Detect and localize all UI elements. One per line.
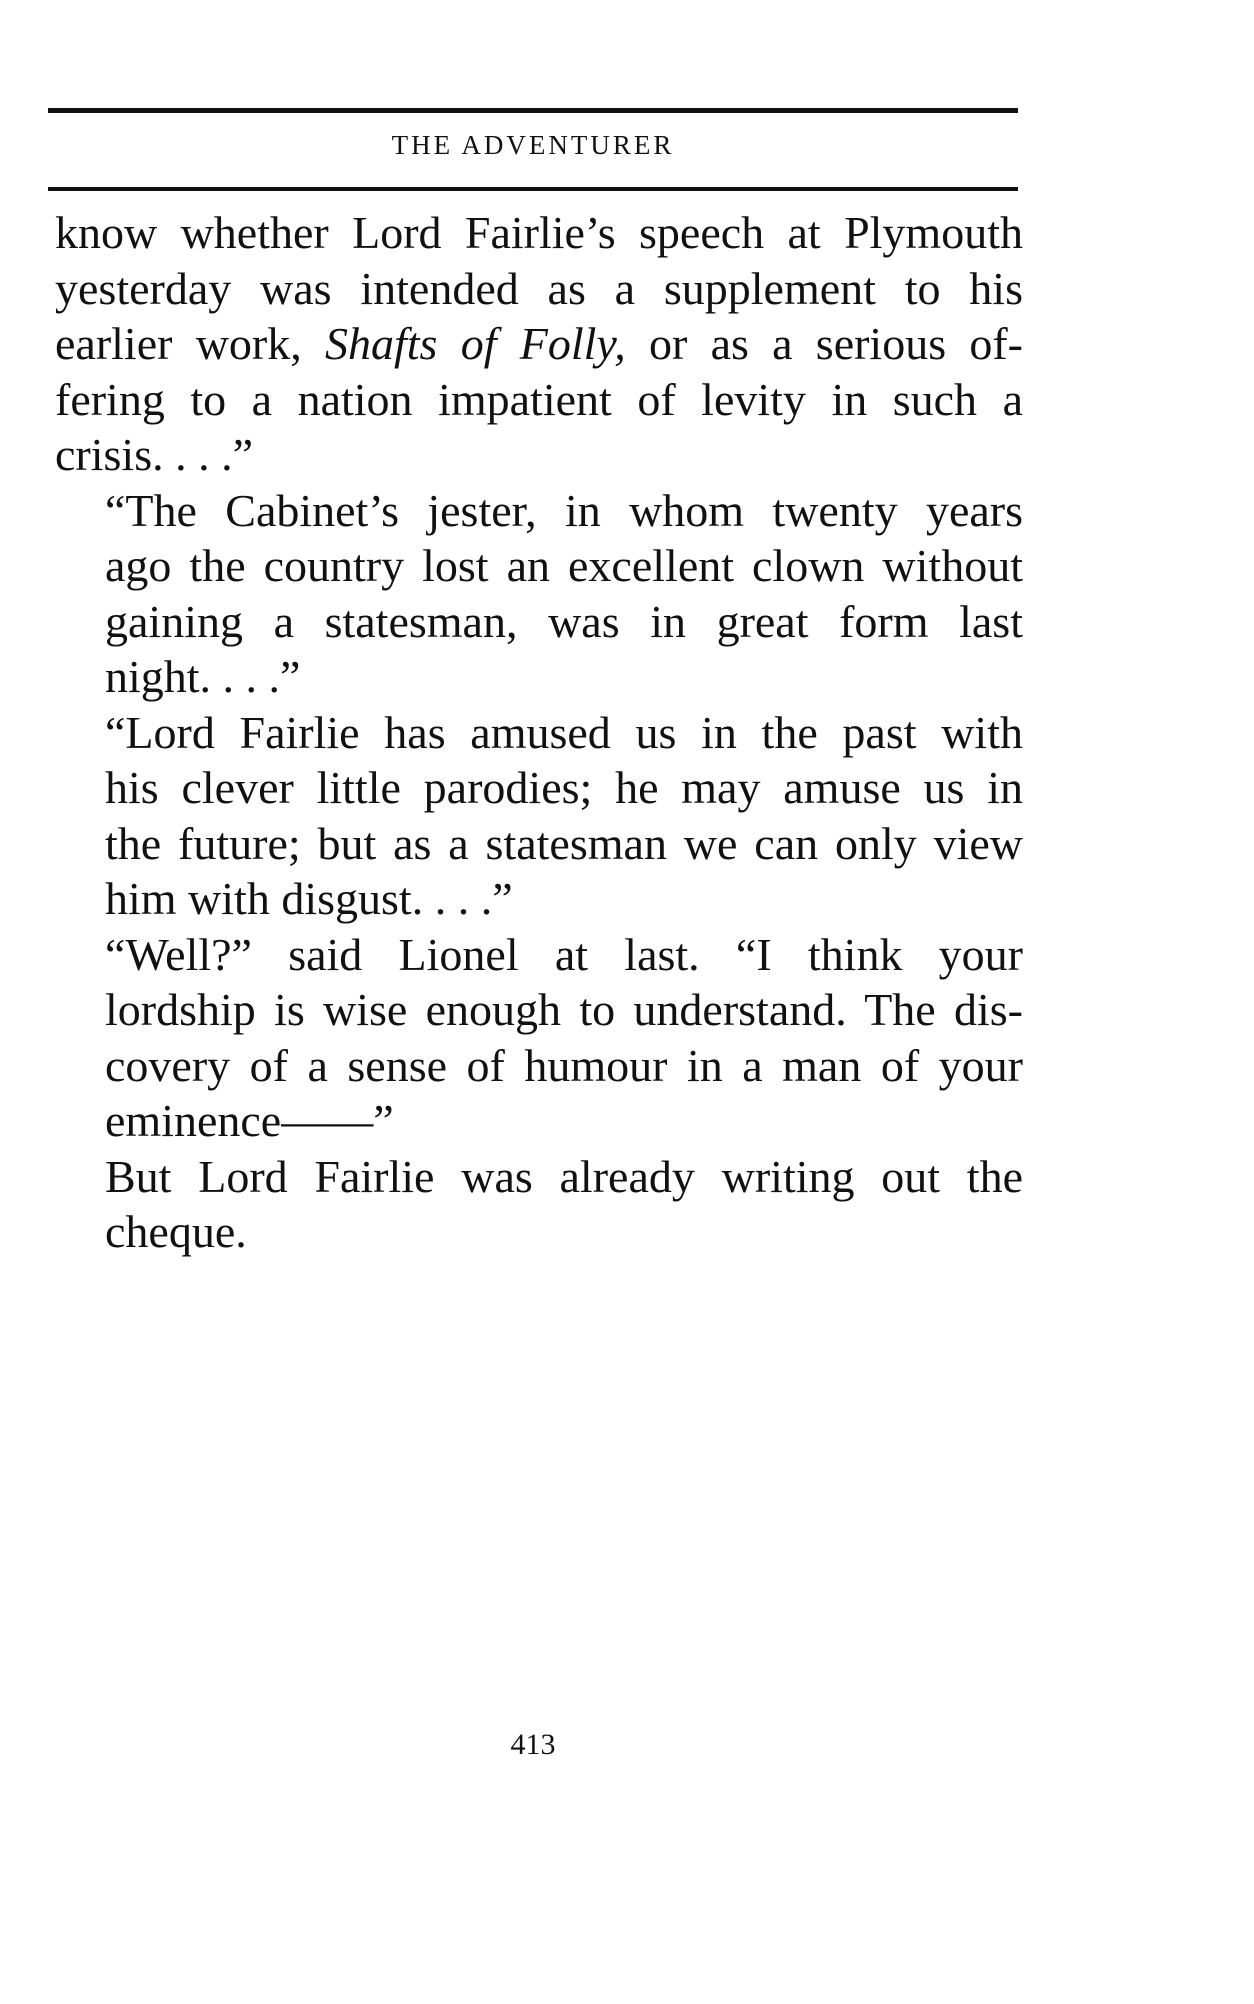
text-line: ago the country lost an excellent clown without: [105, 540, 1023, 591]
header-rule-top: [48, 108, 1018, 113]
text-line: cheque.: [105, 1206, 247, 1257]
text-line: “The Cabinet’s jester, in whom twenty years: [105, 484, 1023, 536]
text-line: covery of a sense of humour in a man of your: [105, 1039, 1023, 1091]
text-line: lordship is wise enough to understand. The dis-: [105, 984, 1023, 1035]
text-line: him with disgust. . . .”: [105, 873, 513, 924]
book-title-italic: Shafts of Folly,: [324, 318, 626, 369]
body-text: [55, 205, 1023, 1260]
text-line: yesterday was intended as a supplement to his: [55, 262, 1023, 314]
text-line: “Lord Fairlie has amused us in the past with: [105, 706, 1023, 758]
text-line: know whether Lord Fairlie’s speech at Plymouth: [55, 207, 1023, 258]
text-segment: earlier work,: [55, 318, 325, 369]
paragraph: [55, 927, 1023, 1149]
paragraph: [55, 205, 1023, 483]
text-line: his clever little parodies; he may amuse us in: [105, 762, 1023, 813]
running-head: THE ADVENTURER: [391, 130, 675, 160]
text-line: But Lord Fairlie was already writing out the: [105, 1150, 1023, 1202]
text-line: “Well?” said Lionel at last. “I think your: [105, 928, 1023, 980]
text-line: the future; but as a statesman we can only view: [105, 817, 1023, 869]
paragraph: [55, 483, 1023, 705]
paragraph: [55, 1149, 1023, 1260]
text-line: [55, 316, 1023, 372]
text-segment: or as a serious of-: [625, 318, 1023, 369]
paragraph: [55, 705, 1023, 927]
text-line: gaining a statesman, was in great form last: [105, 595, 1023, 647]
page-number: 413: [510, 1728, 556, 1761]
text-line: crisis. . . .”: [55, 429, 254, 480]
header-rule-bottom: [48, 187, 1018, 191]
text-line: fering to a nation impatient of levity in such a: [55, 373, 1023, 425]
text-line: night. . . .”: [105, 651, 301, 702]
text-line: eminence——”: [105, 1095, 394, 1146]
